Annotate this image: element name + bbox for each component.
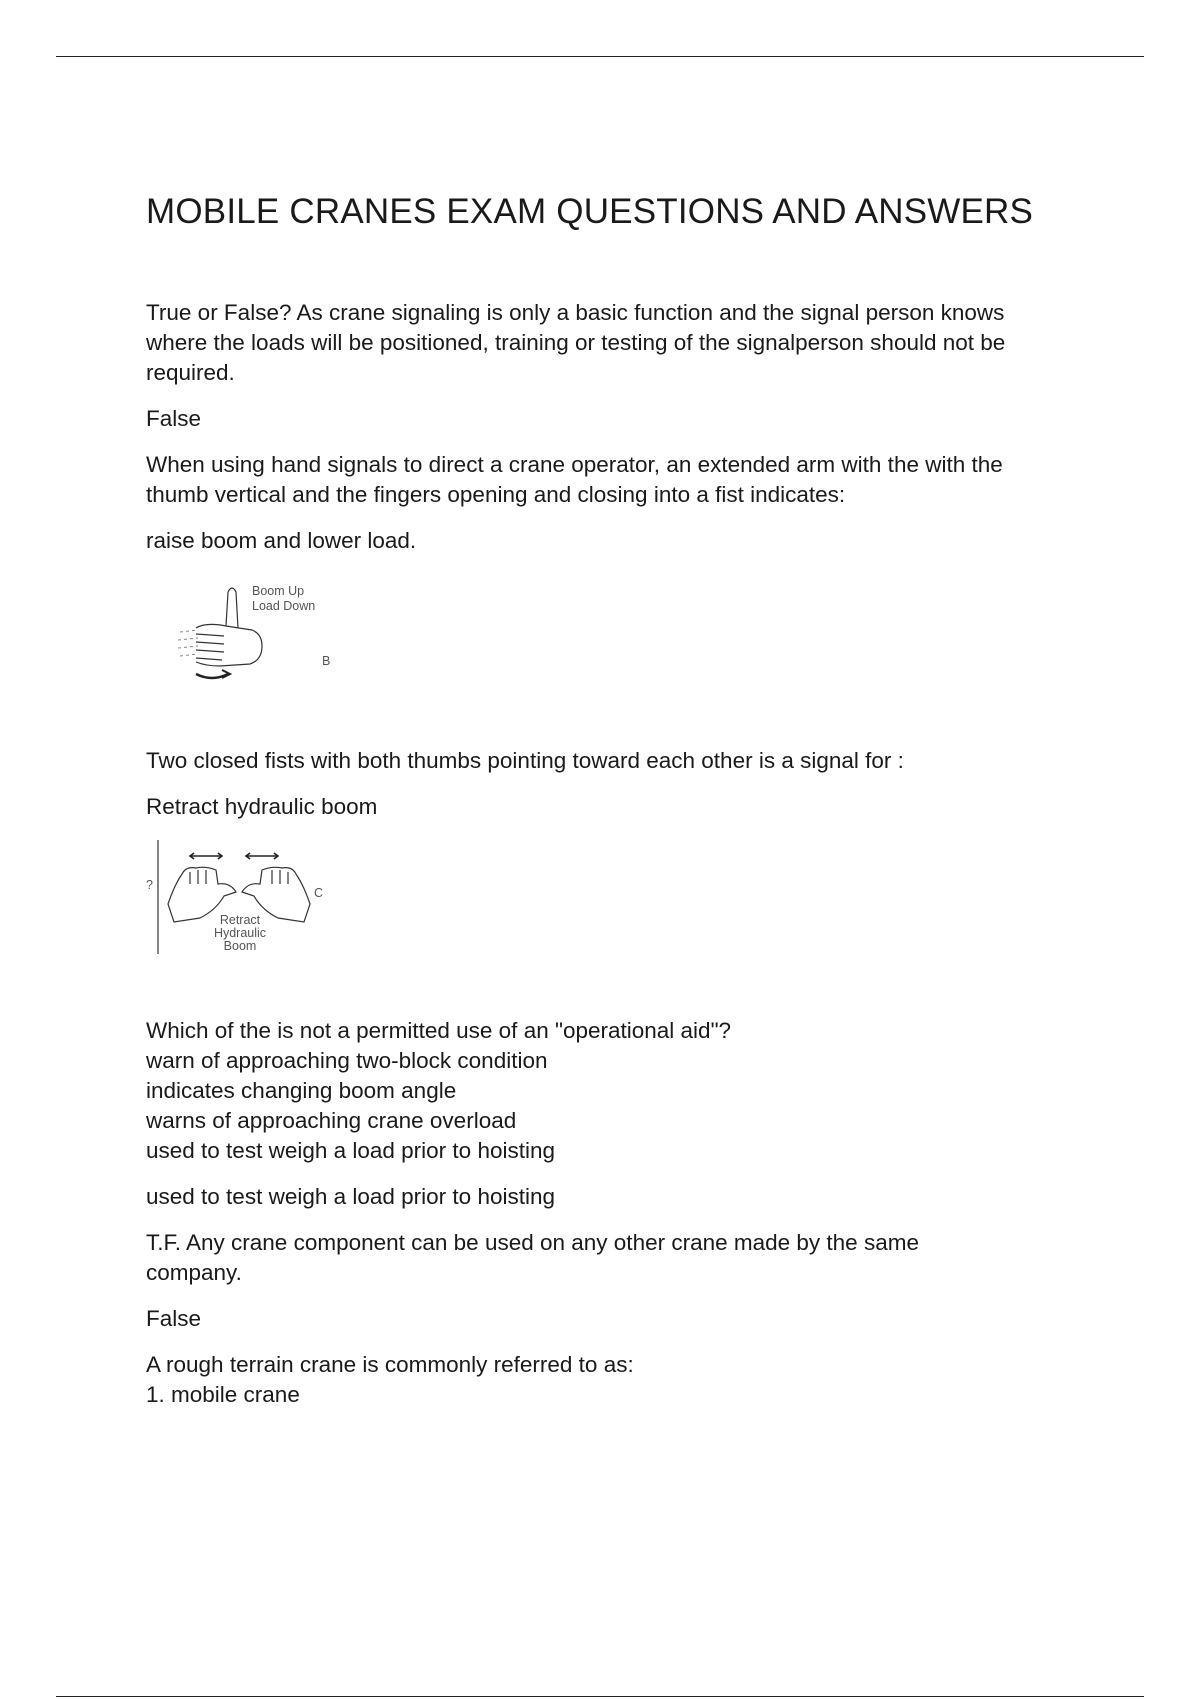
answer-4: used to test weigh a load prior to hoisting (146, 1184, 555, 1209)
footer-rule (56, 1696, 1144, 1697)
option-line: used to test weigh a load prior to hoisting (146, 1138, 555, 1163)
question-1 (146, 298, 1086, 388)
option-line: 1. mobile crane (146, 1382, 300, 1407)
option-line: warn of approaching two-block condition (146, 1048, 548, 1073)
figure-label: Retract Hydraulic Boom (213, 913, 267, 953)
question-line: required. (146, 360, 235, 385)
header-rule (56, 56, 1144, 57)
question-line: thumb vertical and the fingers opening and closing into a fist indicates: (146, 482, 846, 507)
question-line: When using hand signals to direct a crane operator, an extended arm with the with the (146, 452, 1003, 477)
question-line: where the loads will be positioned, training or testing of the signalperson should not be (146, 330, 1006, 355)
option-line: warns of approaching crane overload (146, 1108, 517, 1133)
figure-marker-left: ? (146, 878, 153, 892)
answer-2: raise boom and lower load. (146, 528, 417, 553)
question-line: Which of the is not a permitted use of an "operational aid"? (146, 1018, 732, 1043)
question-5 (146, 1228, 1086, 1288)
question-line: A rough terrain crane is commonly referred to as: (146, 1352, 634, 1377)
figure-marker: B (322, 654, 331, 668)
question-4 (146, 1016, 1086, 1166)
answer-1: False (146, 406, 202, 431)
document-title: MOBILE CRANES EXAM QUESTIONS AND ANSWERS (146, 192, 1034, 231)
question-line: True or False? As crane signaling is only a basic function and the signal person knows (146, 300, 1005, 325)
retract-hydraulic-boom-signal-figure (146, 838, 336, 958)
boom-up-load-down-signal-figure (166, 580, 346, 690)
question-line: T.F. Any crane component can be used on any other crane made by the same (146, 1230, 919, 1255)
figure-marker-right: C (314, 886, 324, 900)
question-6 (146, 1350, 1086, 1410)
question-3: Two closed fists with both thumbs pointing toward each other is a signal for : (146, 748, 904, 773)
figure-label: Boom Up Load Down (252, 584, 316, 613)
answer-3: Retract hydraulic boom (146, 794, 378, 819)
question-2 (146, 450, 1086, 510)
answer-5: False (146, 1306, 202, 1331)
option-line: indicates changing boom angle (146, 1078, 457, 1103)
page-content (146, 192, 1086, 1426)
question-line: company. (146, 1260, 242, 1285)
